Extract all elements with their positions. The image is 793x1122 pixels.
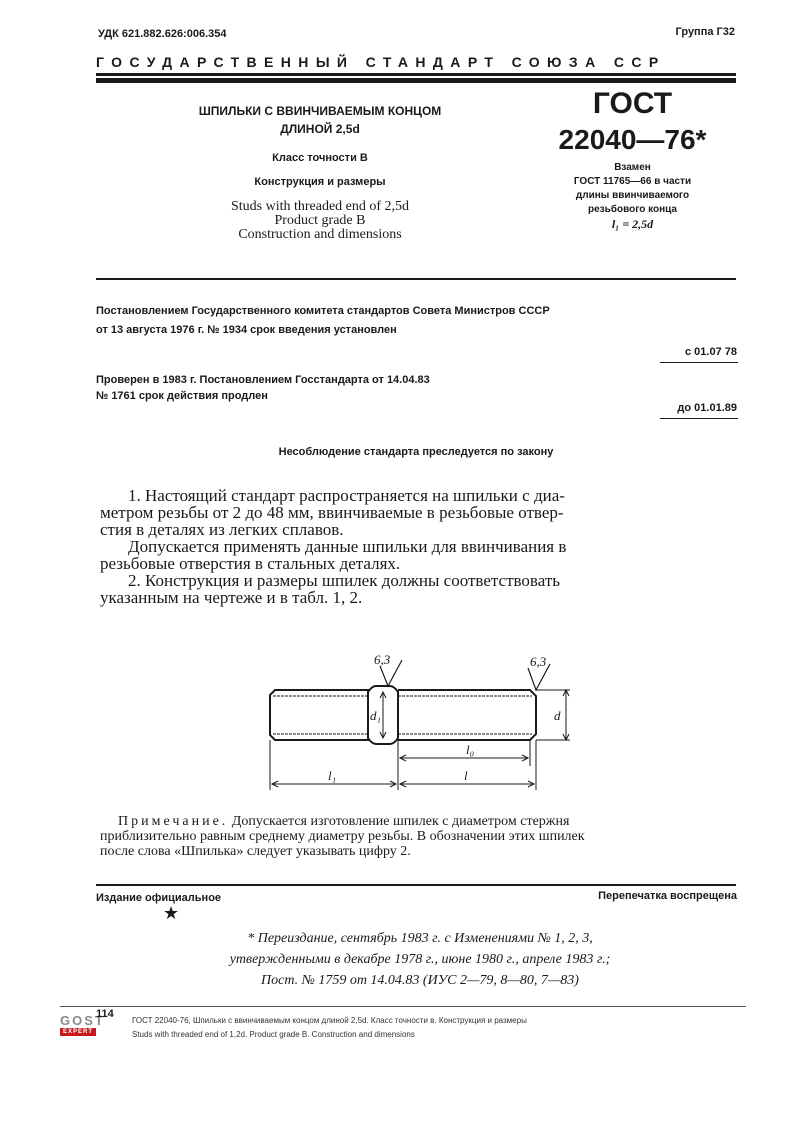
note-block	[100, 814, 740, 859]
date-to: до 01.01.89	[677, 402, 737, 414]
replaces-line1: ГОСТ 11765—66 в части	[573, 176, 692, 187]
title-rule	[96, 278, 736, 280]
paragraph-3-line2: указанным на чертеже и в табл. 1, 2.	[100, 588, 363, 607]
right-thread-outline	[398, 690, 536, 740]
d-label: d	[554, 708, 561, 723]
header-rule	[96, 73, 736, 76]
l0-label: l₀	[466, 742, 475, 757]
checked-line1: Проверен в 1983 г. Постановлением Госстандарта от 14.04.83	[96, 374, 430, 386]
paragraph-1-line3: стия в деталях из легких сплавов.	[100, 520, 344, 539]
standard-title-line1: ШПИЛЬКИ С ВВИНЧИВАЕМЫМ КОНЦОМ	[198, 104, 442, 118]
date-from: с 01.07 78	[685, 346, 737, 358]
decree-line1: Постановлением Государственного комитета стандартов Совета Министров СССР	[96, 305, 550, 317]
accuracy-class: Класс точности В	[272, 152, 368, 164]
note-line1: Допускается изготовление шпилек с диаметром стержня	[231, 814, 570, 829]
paragraph-3-line1: 2. Конструкция и размеры шпилек должны соответствовать	[128, 571, 560, 590]
construction-heading: Конструкция и размеры	[254, 176, 386, 188]
left-thread-outline	[270, 690, 368, 740]
reissue-line2: утвержденными в декабре 1978 г., июне 1980 г., апреле 1983 г.;	[229, 952, 611, 967]
paragraph-2-line1: Допускается применять данные шпильки для ввинчивания в	[128, 537, 567, 556]
document-link-line2[interactable]: Studs with threaded end of 1,2d. Product grade B. Construction and dimensions	[132, 1030, 415, 1039]
english-title-line2: Product grade B	[274, 213, 366, 228]
reissue-line1: * Переиздание, сентябрь 1983 г. с Изменениями № 1, 2, 3,	[247, 931, 593, 946]
logo-text: GOST	[60, 1013, 105, 1028]
paragraph-1-line1: 1. Настоящий стандарт распространяется на шпильки с диа-	[128, 486, 565, 505]
state-standard-banner: ГОСУДАРСТВЕННЫЙ СТАНДАРТ СОЮЗА ССР	[96, 54, 666, 70]
standard-title-line2: ДЛИНОЙ 2,5d	[280, 122, 360, 136]
udk-code: УДК 621.882.626:006.354	[98, 28, 227, 40]
date-from-rule	[660, 362, 738, 363]
d1-label: d₁	[370, 708, 382, 723]
document-link-line1[interactable]: ГОСТ 22040-76, Шпильки с ввинчиваемым концом длиной 2,5d. Класс точности в. Конструкция и размеры	[132, 1016, 527, 1025]
group-code: Группа Г32	[675, 26, 735, 38]
gost-number-block	[520, 88, 745, 232]
note-line2: приблизительно равным среднему диаметру резьбы. В обозначении этих шпилек	[100, 829, 585, 844]
replaces-formula: l₁ = 2,5d	[611, 217, 654, 231]
gost-label: ГОСТ	[592, 87, 673, 120]
official-edition: Издание официальное	[96, 892, 222, 904]
legal-warning: Несоблюдение стандарта преследуется по закону	[278, 446, 554, 458]
body-text	[100, 487, 740, 606]
footer-rule	[96, 884, 736, 886]
stud-drawing	[240, 650, 590, 800]
title-block	[140, 104, 500, 242]
checked-line2: № 1761 срок действия продлен	[96, 390, 268, 402]
page-number: 114	[96, 1008, 114, 1020]
roughness-right-label: 6,3	[530, 654, 547, 669]
note-line3: после слова «Шпилька» следует указывать цифру 2.	[100, 844, 411, 859]
bottom-divider	[60, 1006, 746, 1007]
reprint-prohibited: Перепечатка воспрещена	[598, 890, 737, 902]
roughness-left-label: 6,3	[374, 652, 391, 667]
paragraph-2-line2: резьбовые отверстия в стальных деталях.	[100, 554, 401, 573]
replaces-line3: резьбового конца	[588, 204, 677, 215]
gost-number: 22040—76*	[558, 124, 707, 155]
logo-subtext: EXPERT	[60, 1028, 96, 1036]
note-label: Примечание.	[118, 814, 229, 829]
header-rule-thick	[96, 78, 736, 83]
reissue-line3: Пост. № 1759 от 14.04.83 (ИУС 2—79, 8—80, 7—83)	[261, 973, 579, 988]
reissue-block	[140, 928, 700, 991]
decree-line2: от 13 августа 1976 г. № 1934 срок введения установлен	[96, 324, 397, 336]
english-title-line3: Construction and dimensions	[238, 227, 402, 242]
star-icon: ★	[163, 903, 180, 924]
l1-label: l₁	[328, 768, 337, 783]
l-label: l	[464, 768, 468, 783]
gost-expert-logo	[60, 1013, 105, 1036]
english-title-line1: Studs with threaded end of 2,5d	[230, 199, 410, 214]
date-to-rule	[660, 418, 738, 419]
paragraph-1-line2: метром резьбы от 2 до 48 мм, ввинчиваемые в резьбовые отвер-	[100, 503, 564, 522]
replaces-label: Взамен	[614, 162, 651, 173]
replaces-line2: длины ввинчиваемого	[575, 190, 690, 201]
